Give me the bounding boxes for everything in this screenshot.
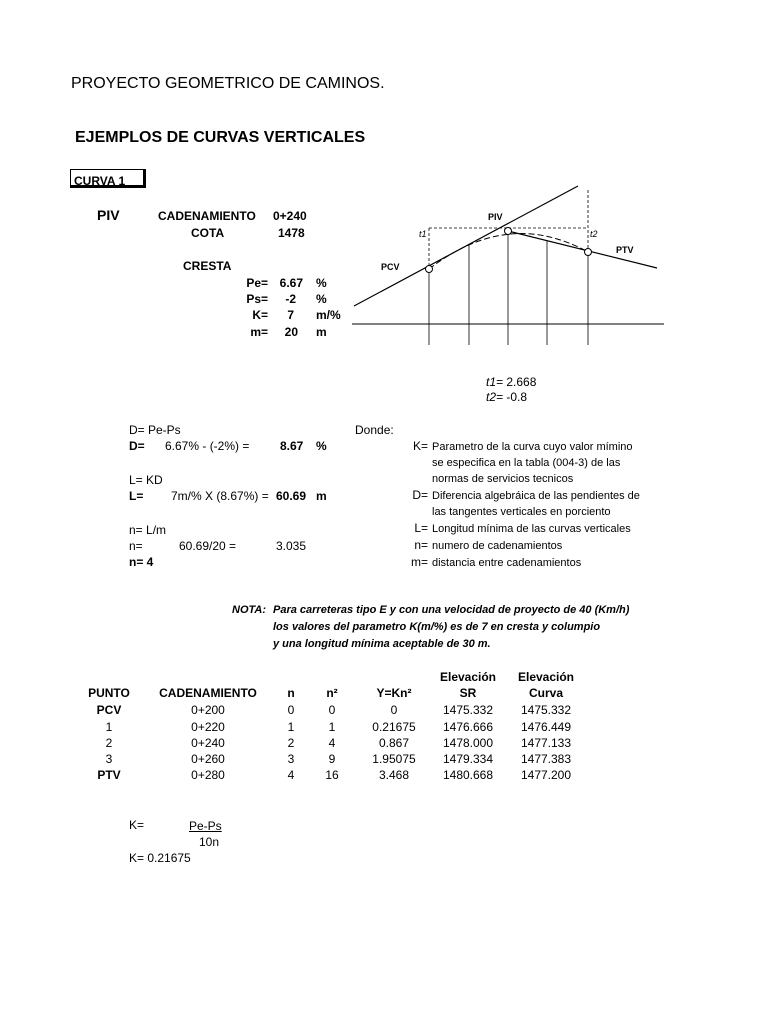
cell-y: 0.21675 xyxy=(372,720,416,734)
donde-symbol: n= xyxy=(414,538,428,552)
diagram-ptv-label: PTV xyxy=(616,245,634,255)
donde-text: se especifica en la tabla (004-3) de las xyxy=(432,457,621,469)
param-unit: % xyxy=(316,292,327,306)
cell-punto: 3 xyxy=(105,752,113,766)
param-label: Pe= xyxy=(246,276,268,290)
cota-label: COTA xyxy=(191,226,225,240)
l-label: L= xyxy=(129,489,144,503)
cell-y: 0 xyxy=(390,703,398,717)
n-final: n= 4 xyxy=(129,555,154,569)
n-label: n= xyxy=(129,539,143,553)
header-punto: PUNTO xyxy=(88,686,130,700)
donde-text: Longitud mínima de las curvas verticales xyxy=(432,523,631,535)
l-expression: 7m/% X (8.67%) = xyxy=(171,489,269,503)
donde-text: Parametro de la curva cuyo valor mímino xyxy=(432,441,633,453)
piv-label: PIV xyxy=(97,207,120,223)
header-y: Y=Kn² xyxy=(376,686,412,700)
cadenamiento-value: 0+240 xyxy=(273,209,307,223)
param-label: Ps= xyxy=(246,292,268,306)
donde-text: distancia entre cadenamientos xyxy=(432,557,582,569)
k-result: K= 0.21675 xyxy=(129,851,191,865)
d-expression: 6.67% - (-2%) = xyxy=(165,439,250,453)
diagram-pcv-label: PCV xyxy=(381,262,400,272)
cell-curva: 1476.449 xyxy=(520,720,572,734)
cell-punto: PCV xyxy=(96,703,122,717)
d-unit: % xyxy=(316,439,327,453)
cell-n2: 1 xyxy=(328,720,336,734)
cell-sr: 1476.666 xyxy=(442,720,494,734)
curva-label: CURVA 1 xyxy=(74,174,126,188)
donde-symbol: L= xyxy=(414,521,428,535)
cell-cadenamiento: 0+280 xyxy=(191,768,225,782)
header-curva: Curva xyxy=(528,686,563,700)
cell-sr: 1478.000 xyxy=(442,736,494,750)
cell-punto: 1 xyxy=(105,720,113,734)
cadenamiento-label: CADENAMIENTO xyxy=(158,209,256,223)
donde-title: Donde: xyxy=(355,423,394,437)
cell-curva: 1475.332 xyxy=(520,703,572,717)
param-value: 20 xyxy=(284,325,298,339)
k-numerator: Pe-Ps xyxy=(189,819,222,833)
n-expression: 60.69/20 = xyxy=(179,539,237,553)
cota-value: 1478 xyxy=(278,226,305,240)
diagram-piv-label: PIV xyxy=(488,212,503,222)
param-unit: m/% xyxy=(316,308,341,322)
cell-punto: PTV xyxy=(97,768,121,782)
k-label: K= xyxy=(129,818,145,832)
cell-punto: 2 xyxy=(105,736,113,750)
param-unit: % xyxy=(316,276,327,290)
donde-text: numero de cadenamientos xyxy=(432,540,563,552)
cell-y: 3.468 xyxy=(378,768,410,782)
cell-cadenamiento: 0+240 xyxy=(191,736,225,750)
donde-text: las tangentes verticales en porciento xyxy=(432,506,611,518)
param-label: K= xyxy=(252,308,268,322)
parabolic-curve xyxy=(429,234,588,269)
param-value: 7 xyxy=(287,308,294,322)
l-formula: L= KD xyxy=(129,473,163,487)
cell-cadenamiento: 0+200 xyxy=(191,703,225,717)
donde-symbol: m= xyxy=(410,555,428,569)
donde-text: normas de servicios tecnicos xyxy=(432,473,574,485)
ptv-point xyxy=(585,249,592,256)
cell-sr: 1479.334 xyxy=(442,752,494,766)
entrance-tangent xyxy=(354,186,578,306)
header-n: n xyxy=(287,686,295,700)
cell-n2: 0 xyxy=(328,703,336,717)
cell-cadenamiento: 0+220 xyxy=(191,720,225,734)
cell-n: 1 xyxy=(287,720,295,734)
t2-result: t2= -0.8 xyxy=(486,390,528,404)
nota-line: Para carreteras tipo E y con una velocidad de proyecto de 40 (Km/h) xyxy=(273,604,630,616)
nota-line: y una longitud mínima aceptable de 30 m. xyxy=(273,638,491,650)
param-value: -2 xyxy=(285,292,296,306)
cell-sr: 1475.332 xyxy=(442,703,494,717)
header-cadenamiento: CADENAMIENTO xyxy=(159,686,257,700)
donde-symbol: K= xyxy=(412,439,428,453)
cell-cadenamiento: 0+260 xyxy=(191,752,225,766)
donde-symbol: D= xyxy=(412,488,428,502)
cell-curva: 1477.133 xyxy=(520,736,572,750)
cell-curva: 1477.200 xyxy=(520,768,572,782)
param-unit: m xyxy=(316,325,327,339)
nota-line: los valores del parametro K(m/%) es de 7 en cresta y columpio xyxy=(273,621,601,633)
page-title: PROYECTO GEOMETRICO DE CAMINOS. xyxy=(71,75,385,92)
n-formula: n= L/m xyxy=(129,523,167,537)
k-denominator: 10n xyxy=(199,835,220,849)
param-label: m= xyxy=(250,325,268,339)
cell-n: 0 xyxy=(287,703,295,717)
d-label: D= xyxy=(129,439,145,453)
cell-n2: 16 xyxy=(325,768,339,782)
cell-n2: 9 xyxy=(328,752,336,766)
d-formula: D= Pe-Ps xyxy=(129,423,181,437)
cell-n2: 4 xyxy=(328,736,336,750)
piv-point xyxy=(505,228,512,235)
cell-sr: 1480.668 xyxy=(442,768,494,782)
diagram-t1-label: t1 xyxy=(419,229,427,239)
header-n2: n² xyxy=(326,686,338,700)
pcv-point xyxy=(426,266,433,273)
donde-text: Diferencia algebráica de las pendientes de xyxy=(432,490,640,502)
t1-result: t1= 2.668 xyxy=(486,375,537,389)
param-value: 6.67 xyxy=(279,276,303,290)
cell-n: 3 xyxy=(287,752,295,766)
cell-curva: 1477.383 xyxy=(520,752,572,766)
section-title: EJEMPLOS DE CURVAS VERTICALES xyxy=(75,129,366,146)
l-unit: m xyxy=(316,489,327,503)
cell-n: 4 xyxy=(287,768,295,782)
curve-type: CRESTA xyxy=(183,259,232,273)
n-value: 3.035 xyxy=(276,539,307,553)
diagram-t2-label: t2 xyxy=(590,229,598,239)
cell-y: 1.95075 xyxy=(372,752,416,766)
d-value: 8.67 xyxy=(280,439,304,453)
cell-y: 0.867 xyxy=(378,736,410,750)
l-value: 60.69 xyxy=(276,489,307,503)
cell-n: 2 xyxy=(287,736,295,750)
nota-label: NOTA: xyxy=(232,604,267,616)
header-top-sr: Elevación xyxy=(439,670,497,684)
header-top-curva: Elevación xyxy=(517,670,575,684)
header-sr: SR xyxy=(459,686,477,700)
